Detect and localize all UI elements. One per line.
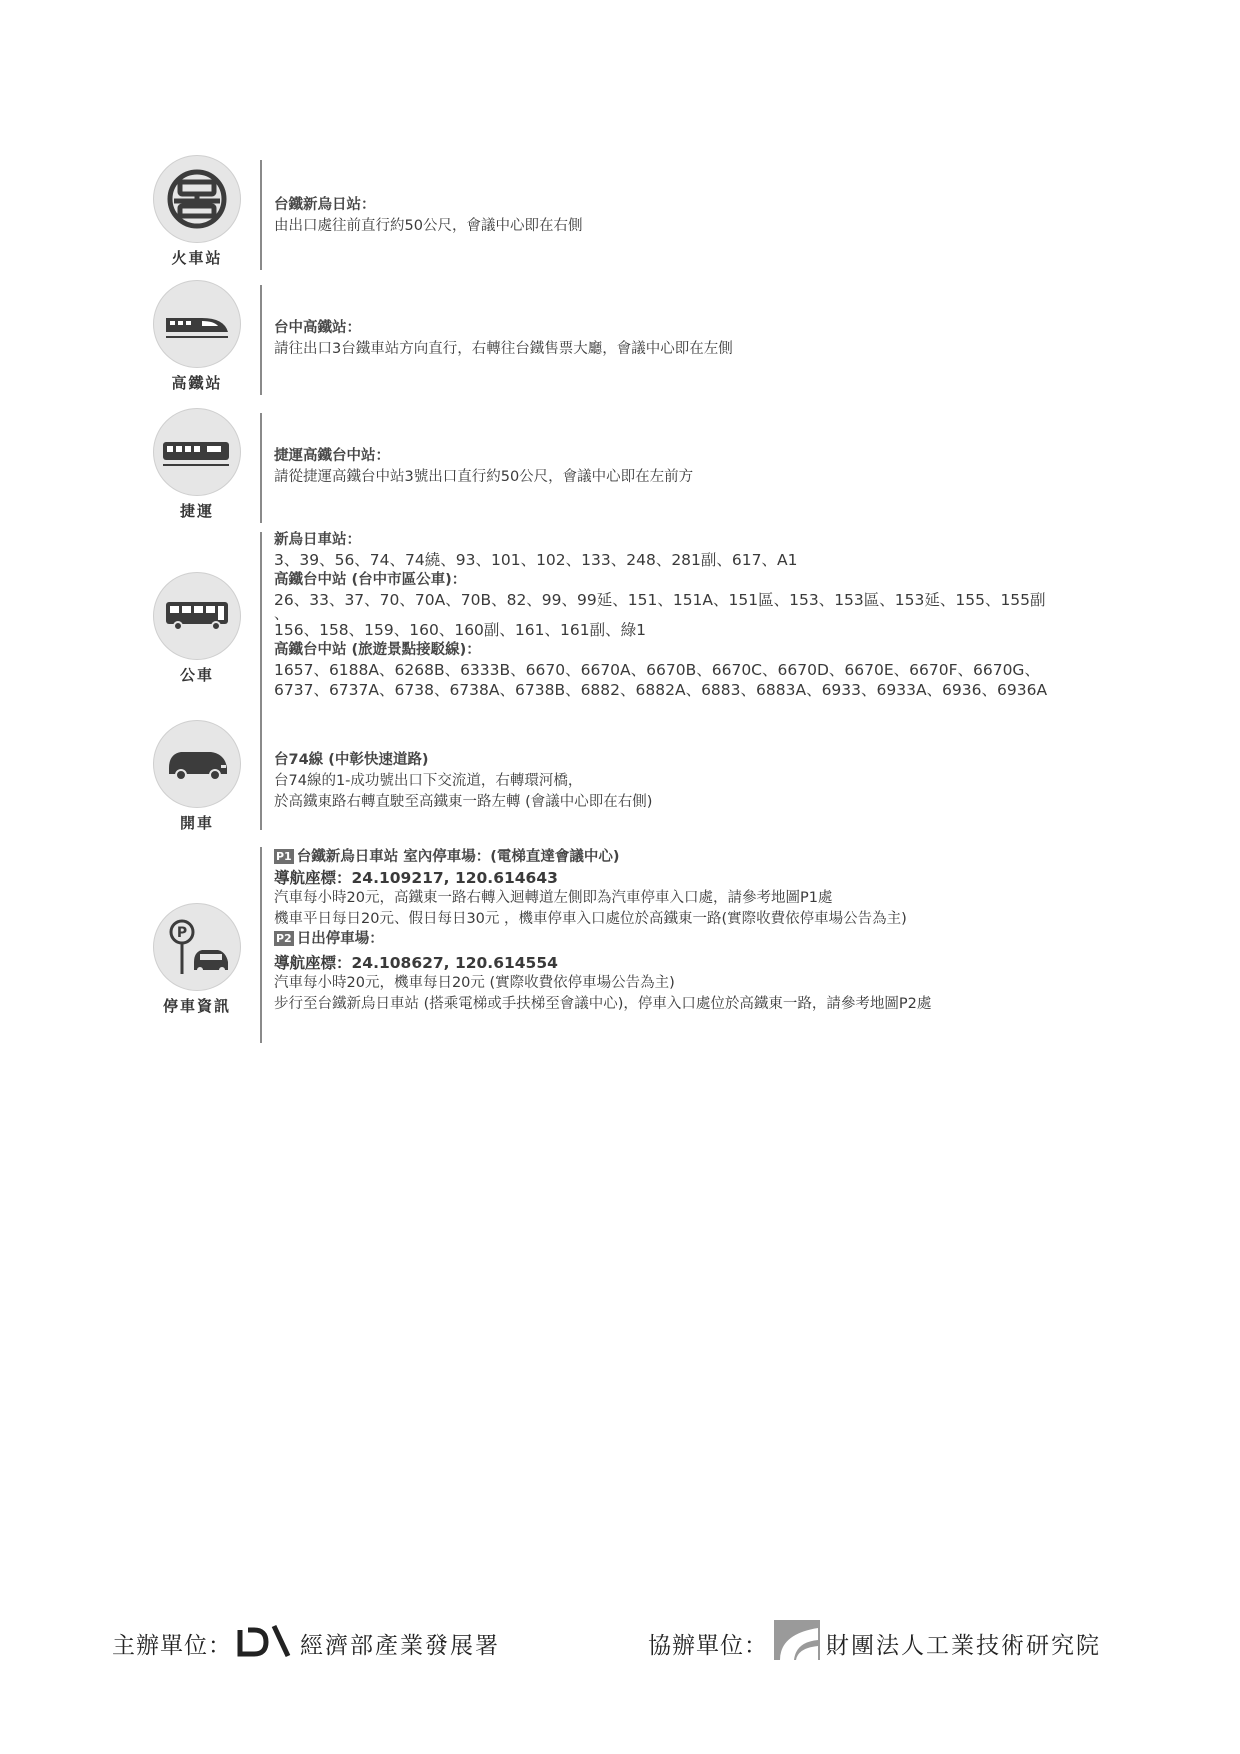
bus-label: 公車	[179, 666, 214, 684]
parking-p2-title	[274, 929, 1234, 950]
parking-p1-line: 機車平日每日20元、假日每日30元 ，機車停車入口處位於高鐵東一路(實際收費依停車場公告為主)	[274, 910, 907, 927]
bus-route-line: 26、33、37、70、70A、70B、82、99、99延、151、151A、151區、153、153區、153延、155、155副	[274, 591, 1046, 609]
itri-logo-icon	[774, 1620, 820, 1666]
train-divider	[260, 160, 262, 270]
bus-divider	[260, 532, 262, 722]
parking-label: 停車資訊	[162, 997, 231, 1015]
car-line: 於高鐵東路右轉直駛至高鐵東一路左轉 (會議中心即在右側)	[274, 794, 653, 810]
bus-icon	[153, 572, 241, 660]
bus-route-line: 1657、6188A、6268B、6333B、6670、6670A、6670B、6670C、6670D、6670E、6670F、6670G、	[274, 661, 1040, 679]
bus-route-line: 3、39、56、74、74繞、93、101、102、133、248、281副、617、A1	[274, 551, 798, 569]
car-line: 台74線的1-成功號出口下交流道，右轉環河橋，	[274, 773, 583, 789]
train-title: 台鐵新烏日站：	[274, 197, 376, 213]
bus-group-title: 高鐵台中站 (旅遊景點接駁線)：	[274, 642, 481, 658]
hsr-label: 高鐵站	[171, 374, 223, 392]
hsr-line: 請往出口3台鐵車站方向直行，右轉往台鐵售票大廳，會議中心即在左側	[274, 341, 733, 357]
high-speed-rail-icon	[153, 280, 241, 368]
bus-group-title: 新烏日車站：	[274, 532, 361, 548]
svg-text:P: P	[176, 925, 188, 941]
co-host-label: 協辦單位：	[648, 1632, 768, 1659]
parking-p2-tag: P2	[276, 932, 292, 945]
footer-co-host	[648, 1618, 1101, 1668]
parking-p2-coordinate: 導航座標：24.108627, 120.614554	[274, 953, 558, 972]
footer-host	[112, 1618, 500, 1668]
car-icon	[153, 720, 241, 808]
train-station-icon	[153, 155, 241, 243]
hsr-title: 台中高鐵站：	[274, 320, 361, 336]
bus-group-title: 高鐵台中站 (台中市區公車)：	[274, 572, 467, 588]
parking-p1-title	[274, 847, 1234, 868]
mrt-line: 請從捷運高鐵台中站3號出口直行約50公尺，會議中心即在左前方	[274, 469, 694, 485]
parking-p1-tag: P1	[276, 850, 292, 863]
host-org: 經濟部產業發展署	[300, 1632, 500, 1659]
co-host-org: 財團法人工業技術研究院	[826, 1632, 1101, 1659]
host-label: 主辦單位：	[112, 1632, 232, 1659]
parking-p2-line: 步行至台鐵新烏日車站 (搭乘電梯或手扶梯至會議中心)，停車入口處位於高鐵東一路，請參考地圖P2處	[274, 995, 932, 1012]
parking-icon	[153, 903, 241, 991]
train-line: 由出口處往前直行約50公尺，會議中心即在右側	[274, 218, 583, 234]
car-label: 開車	[179, 814, 214, 832]
parking-p2-title-text: 日出停車場：	[296, 931, 384, 947]
mrt-divider	[260, 413, 262, 523]
bus-route-line: 6737、6737A、6738、6738A、6738B、6882、6882A、6883、6883A、6933、6933A、6936、6936A	[274, 681, 1048, 699]
train-label: 火車站	[171, 249, 223, 267]
car-divider	[260, 722, 262, 830]
parking-p1-coordinate: 導航座標：24.109217, 120.614643	[274, 868, 558, 887]
mrt-title: 捷運高鐵台中站：	[274, 448, 390, 464]
bus-route-line: 、	[274, 607, 289, 623]
car-title: 台74線 (中彰快速道路)	[274, 752, 429, 768]
metro-icon	[153, 408, 241, 496]
hsr-divider	[260, 285, 262, 395]
parking-p1-line: 汽車每小時20元，高鐵東一路右轉入迴轉道左側即為汽車停車入口處，請參考地圖P1處	[274, 890, 833, 906]
host-logo-icon	[236, 1622, 294, 1664]
parking-p2-line: 汽車每小時20元，機車每日20元 (實際收費依停車場公告為主)	[274, 975, 675, 991]
parking-p1-title-text: 台鐵新烏日車站 室內停車場：(電梯直達會議中心)	[296, 849, 620, 865]
mrt-label: 捷運	[179, 502, 214, 520]
bus-route-line: 156、158、159、160、160副、161、161副、綠1	[274, 621, 646, 639]
